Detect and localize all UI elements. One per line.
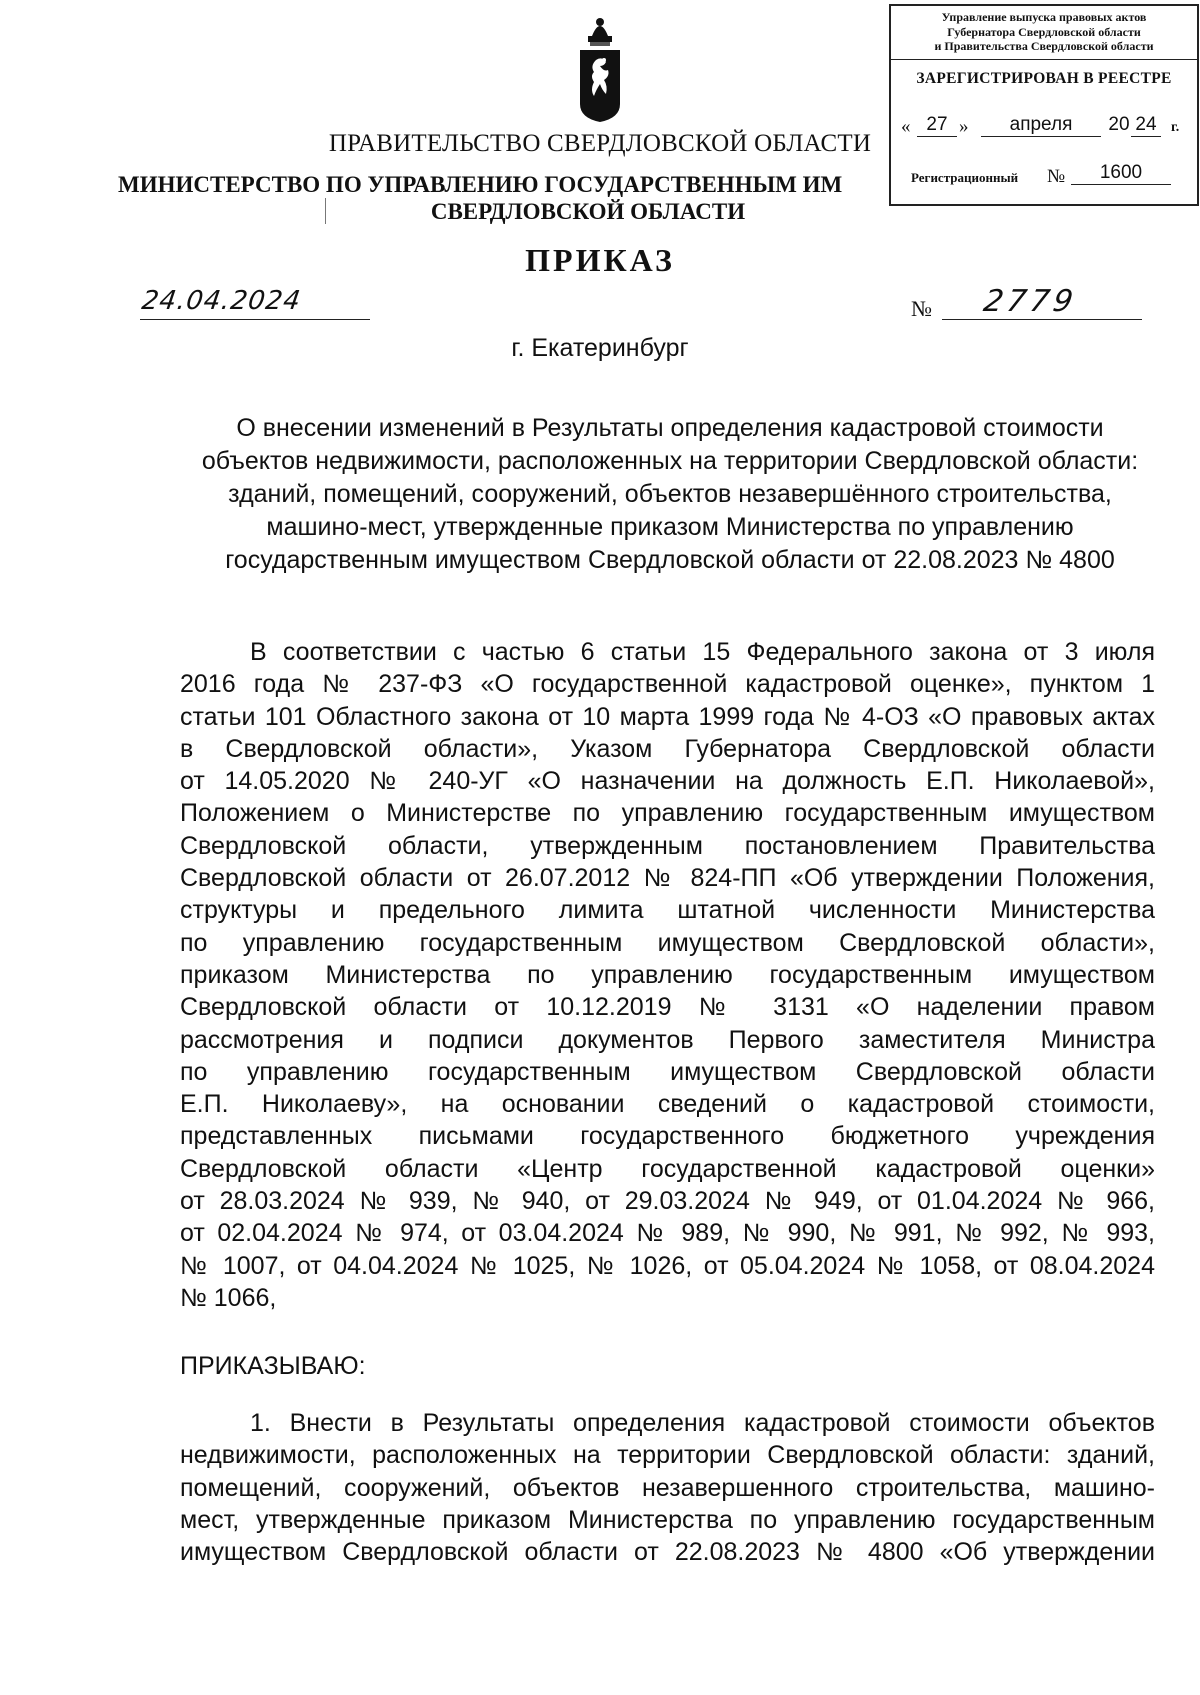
paragraph-line: приказом Министерства по управлению государственным имуществом xyxy=(180,960,1155,989)
stamp-header-line: Управление выпуска правовых актов xyxy=(941,10,1147,24)
stamp-year-suffix: 24 xyxy=(1131,114,1161,137)
city: г. Екатеринбург xyxy=(511,334,689,362)
document-type: ПРИКАЗ xyxy=(525,242,675,278)
title-line: объектов недвижимости, расположенных на территории Свердловской области: xyxy=(201,447,1139,475)
preamble-paragraph xyxy=(180,636,1155,1314)
document-number xyxy=(942,284,1142,320)
title-line: государственным имуществом Свердловской области от 22.08.2023 № 4800 xyxy=(225,546,1115,574)
paragraph-line: недвижимости, расположенных на территории Свердловской области: зданий, xyxy=(180,1441,1155,1470)
document-date xyxy=(139,286,370,320)
stamp-year-unit: г. xyxy=(1171,120,1180,135)
paragraph-line: Положением о Министерстве по управлению государственным имуществом xyxy=(180,799,1155,828)
paragraph-line: рассмотрения и подписи документов Первого заместителя Министра xyxy=(180,1025,1155,1054)
paragraph-line: Е.П. Николаеву», на основании сведений о кадастровой стоимости, xyxy=(180,1090,1155,1119)
stamp-month: апреля xyxy=(981,114,1101,137)
stamp-header-line: и Правительства Свердловской области xyxy=(934,39,1154,53)
paragraph-line: № 1066, xyxy=(180,1283,277,1312)
paragraph-line: мест, утвержденные приказом Министерства по управлению государственным xyxy=(180,1505,1155,1534)
paragraph-line: № 1007, от 04.04.2024 № 1025, № 1026, от 05.04.2024 № 1058, от 08.04.2024 xyxy=(180,1251,1155,1280)
stamp-reg-value: 1600 xyxy=(1071,162,1171,185)
paragraph-line: по управлению государственным имуществом Свердловской области», xyxy=(180,928,1155,957)
paragraph-line: по управлению государственным имуществом Свердловской области xyxy=(180,1057,1155,1086)
paragraph-line: представленных письмами государственного бюджетного учреждения xyxy=(180,1122,1155,1151)
stamp-year-prefix: 20 xyxy=(1108,114,1130,135)
paragraph-line: 1. Внести в Результаты определения кадастровой стоимости объектов xyxy=(250,1409,1155,1437)
paragraph-line: имуществом Свердловской области от 22.08.2023 № 4800 «Об утверждении xyxy=(180,1538,1155,1567)
order-item-1 xyxy=(180,1407,1155,1568)
paragraph-line: Свердловской области «Центр государственной кадастровой оценки» xyxy=(180,1154,1155,1183)
paragraph-line: от 14.05.2020 № 240-УГ «О назначении на должность Е.П. Николаевой», xyxy=(180,767,1155,796)
orders-label: ПРИКАЗЫВАЮ: xyxy=(180,1352,366,1380)
registry-stamp xyxy=(889,4,1199,206)
title-line: О внесении изменений в Результаты определения кадастровой стоимости xyxy=(236,414,1104,442)
order-title xyxy=(170,412,1170,577)
stamp-reg-label: Регистрационный xyxy=(911,170,1019,185)
number-label: № xyxy=(911,296,932,321)
title-line: машино-мест, утвержденные приказом Министерства по управлению xyxy=(266,513,1074,541)
handwritten-number: 2779 xyxy=(980,284,1080,319)
paragraph-line: Свердловской области от 10.12.2019 № 3131 «О наделении правом xyxy=(180,993,1155,1022)
paragraph-line: от 02.04.2024 № 974, от 03.04.2024 № 989, № 990, № 991, № 992, № 993, xyxy=(180,1219,1155,1248)
stamp-day: 27 xyxy=(917,114,957,137)
paragraph-line: 2016 года № 237-ФЗ «О государственной кадастровой оценке», пунктом 1 xyxy=(180,670,1155,699)
paragraph-line: от 28.03.2024 № 939, № 940, от 29.03.2024 № 949, от 01.04.2024 № 966, xyxy=(180,1187,1155,1216)
ministry-title: МИНИСТЕРСТВО ПО УПРАВЛЕНИЮ ГОСУДАРСТВЕННЫМ ИМ xyxy=(118,172,843,197)
stamp-no-sign: № xyxy=(1047,166,1066,187)
paragraph-line: в Свердловской области», Указом Губернатора Свердловской области xyxy=(180,734,1155,763)
date-underline xyxy=(140,319,370,320)
paragraph-line: Свердловской области, утвержденным постановлением Правительства xyxy=(180,831,1155,860)
stamp-quote-close: » xyxy=(959,116,969,137)
ministry-region: СВЕРДЛОВСКОЙ ОБЛАСТИ xyxy=(430,199,746,224)
title-line: зданий, помещений, сооружений, объектов незавершённого строительства, xyxy=(228,480,1112,508)
coat-of-arms-icon xyxy=(570,14,630,124)
stamp-header xyxy=(891,6,1197,60)
number-underline xyxy=(942,319,1142,320)
paragraph-line: помещений, сооружений, объектов незавершенного строительства, машино- xyxy=(180,1473,1155,1502)
paragraph-line: структуры и предельного лимита штатной численности Министерства xyxy=(180,896,1155,925)
paragraph-line: В соответствии с частью 6 статьи 15 Федерального закона от 3 июля xyxy=(250,638,1155,666)
paragraph-line: статьи 101 Областного закона от 10 марта 1999 года № 4-ОЗ «О правовых актах xyxy=(180,702,1155,731)
stamp-quote-open: « xyxy=(901,116,911,137)
government-title: ПРАВИТЕЛЬСТВО СВЕРДЛОВСКОЙ ОБЛАСТИ xyxy=(328,130,872,157)
stamp-reg-number xyxy=(897,162,1191,190)
paragraph-line: Свердловской области от 26.07.2012 № 824-ПП «Об утверждении Положения, xyxy=(180,864,1155,893)
stamp-registered-label: ЗАРЕГИСТРИРОВАН В РЕЕСТРЕ xyxy=(916,70,1172,87)
handwritten-date: 24.04.2024 xyxy=(139,286,303,316)
stamp-header-line: Губернатора Свердловской области xyxy=(947,24,1141,39)
